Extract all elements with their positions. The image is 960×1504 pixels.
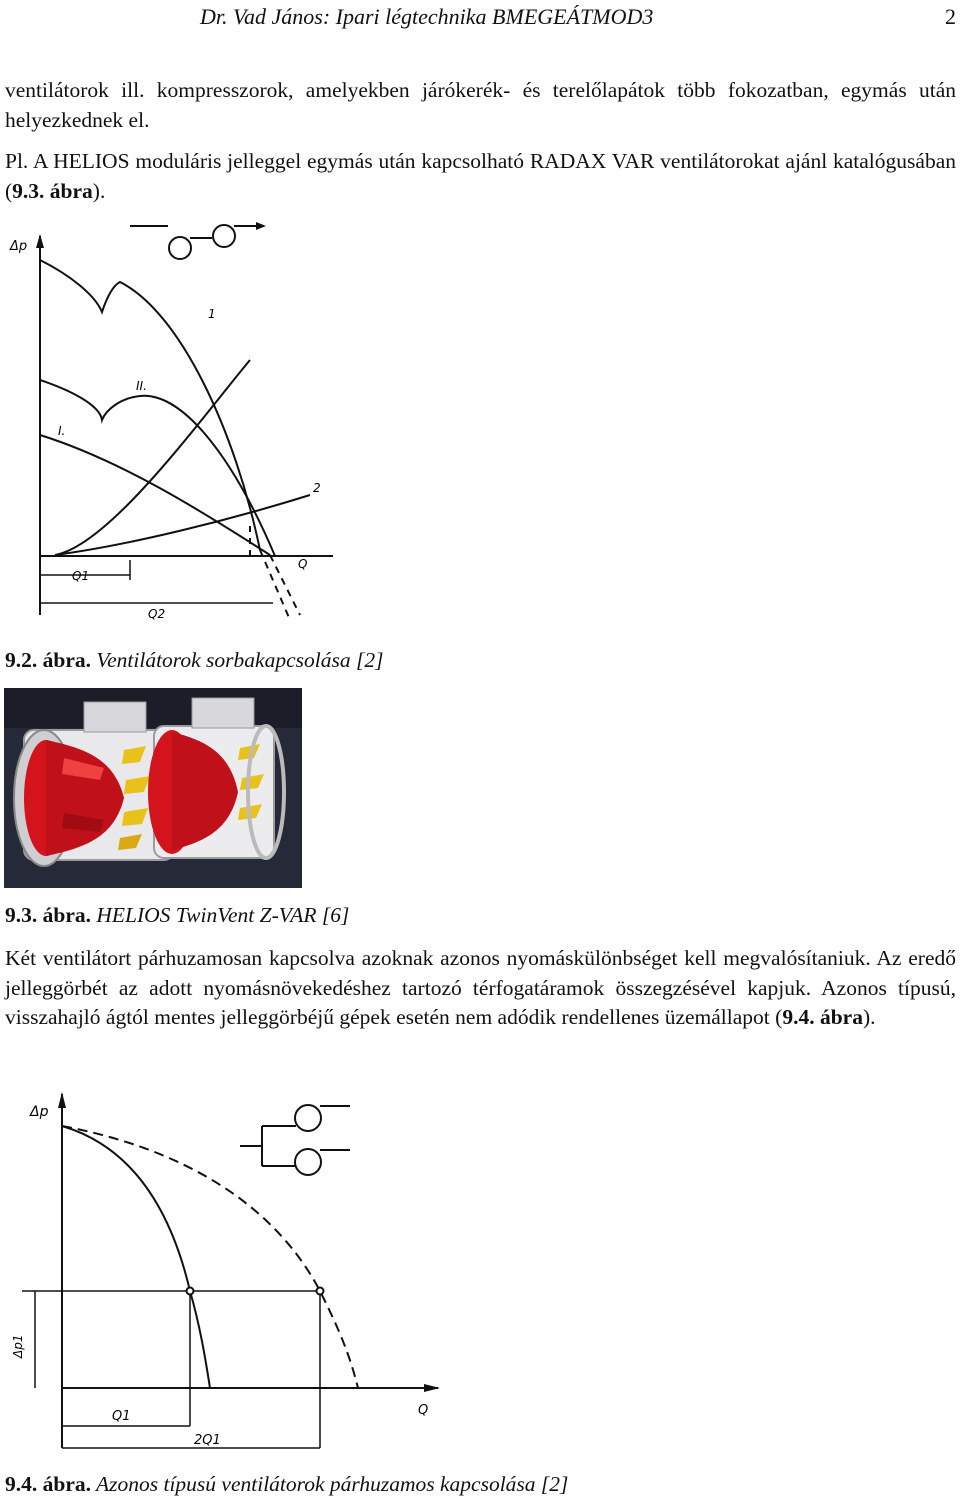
series-connection-diagram <box>0 220 340 630</box>
caption-9-3-number: 9.3. ábra. <box>5 903 91 927</box>
label-curve-1: 1 <box>208 307 216 321</box>
label-q2: Q2 <box>148 607 166 621</box>
figure-reference-9-3: 9.3. ábra <box>12 178 93 203</box>
parallel-connection-diagram <box>0 1086 450 1456</box>
label-curve-II: II. <box>136 379 147 393</box>
label-q1: Q1 <box>112 1409 131 1424</box>
caption-9-2 <box>5 648 383 673</box>
fan-symbol-2 <box>213 225 235 247</box>
paragraph-2-end: ). <box>92 178 106 203</box>
paragraph-2-text: Pl. A HELIOS moduláris jelleggel egymás után kapcsolható RADAX VAR ventilátorokat ajánl katalógusában ( <box>5 149 956 203</box>
fan-symbol-2 <box>295 1149 321 1175</box>
label-dp1: Δp1 <box>11 1334 25 1358</box>
caption-9-3 <box>5 903 349 928</box>
paragraph-2 <box>5 147 956 206</box>
operating-point-parallel <box>317 1288 324 1295</box>
page-number: 2 <box>945 4 956 29</box>
y-axis-arrow <box>36 234 44 248</box>
y-axis-label: Δp <box>30 1104 49 1120</box>
combined-curve <box>62 1126 358 1388</box>
caption-9-4 <box>5 1472 568 1497</box>
x-axis-label: Q <box>418 1403 429 1418</box>
curve-I <box>40 380 275 556</box>
caption-9-4-number: 9.4. ábra. <box>5 1472 91 1496</box>
paragraph-3-end: ). <box>862 1005 876 1029</box>
paragraph-3-text: Két ventilátort párhuzamosan kapcsolva azoknak azonos nyomáskülönbséget kell megvalósítaniuk. Az eredő jelleggörbét az adott nyomásnövekedéshez tartozó térfogatáramok összegzésével kapjuk. Azonos típusú, visszahajló ágtól mentes jelleggörbéjű gépek esetén nem adódik rendellenes üzemállapot ( <box>5 946 956 1029</box>
label-q1: Q1 <box>72 569 90 583</box>
curve-II-dashed <box>260 550 290 620</box>
header-title: Dr. Vad János: Ipari légtechnika BMEGEÁTMOD3 <box>200 4 654 29</box>
caption-9-4-text: Azonos típusú ventilátorok párhuzamos kapcsolása [2] <box>91 1472 569 1496</box>
operating-point-single <box>187 1288 194 1295</box>
curve-II <box>40 260 260 550</box>
fan-symbol-1 <box>295 1105 321 1131</box>
label-curve-2: 2 <box>313 481 321 495</box>
figure-reference-9-4: 9.4. ábra <box>782 1005 863 1029</box>
y-axis-label: Δp <box>10 239 28 254</box>
paragraph-3 <box>5 944 956 1033</box>
page-header <box>0 4 960 32</box>
fan-symbol-1 <box>169 237 191 259</box>
x-axis-label: Q <box>298 557 308 571</box>
caption-9-2-number: 9.2. ábra. <box>5 648 91 672</box>
caption-9-2-text: Ventilátorok sorbakapcsolása [2] <box>91 648 384 672</box>
resistance-curve <box>55 360 250 555</box>
paragraph-1: ventilátorok ill. kompresszorok, amelyekben járókerék- és terelőlapátok több fokozatban, egymás után helyezkednek el. <box>5 78 956 132</box>
single-fan-curve <box>62 1126 210 1388</box>
caption-9-3-text: HELIOS TwinVent Z-VAR [6] <box>91 903 350 927</box>
label-2q1: 2Q1 <box>194 1433 221 1448</box>
label-curve-I: I. <box>58 424 66 438</box>
twinvent-fan-photo <box>4 688 302 888</box>
